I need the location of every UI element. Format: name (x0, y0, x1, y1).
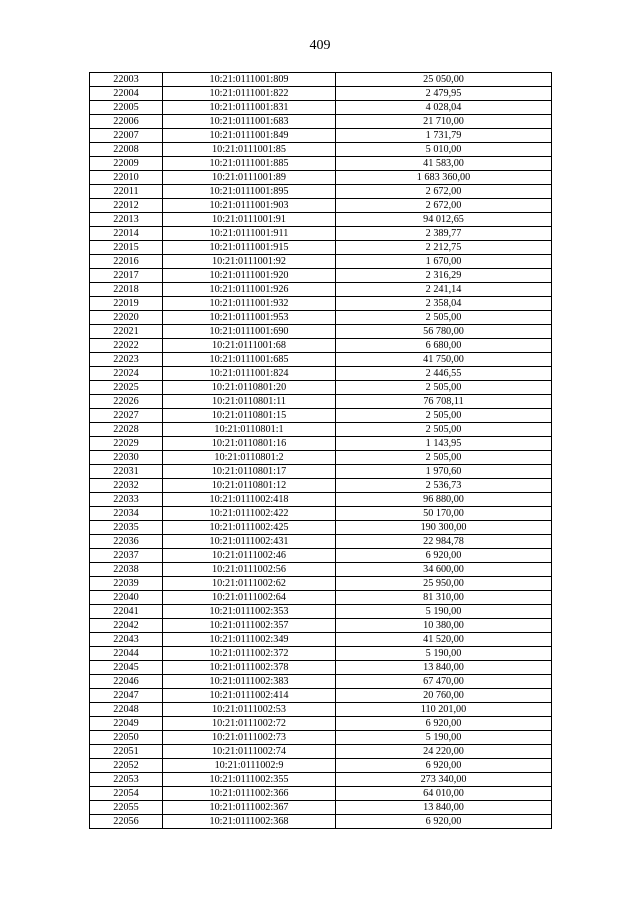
cadastral-number-cell: 10:21:0111002:372 (163, 647, 336, 661)
cadastral-number-cell: 10:21:0111001:685 (163, 353, 336, 367)
row-number-cell: 22029 (90, 437, 163, 451)
value-cell: 5 190,00 (336, 731, 552, 745)
value-cell: 22 984,78 (336, 535, 552, 549)
cadastral-number-cell: 10:21:0111001:824 (163, 367, 336, 381)
cadastral-number-cell: 10:21:0111001:690 (163, 325, 336, 339)
value-cell: 10 380,00 (336, 619, 552, 633)
cadastral-number-cell: 10:21:0111001:932 (163, 297, 336, 311)
table-row (90, 549, 552, 563)
value-cell: 13 840,00 (336, 801, 552, 815)
value-cell: 2 536,73 (336, 479, 552, 493)
cadastral-number-cell: 10:21:0111002:73 (163, 731, 336, 745)
value-cell: 25 050,00 (336, 73, 552, 87)
cadastral-number-cell: 10:21:0111002:422 (163, 507, 336, 521)
value-cell: 64 010,00 (336, 787, 552, 801)
cadastral-number-cell: 10:21:0111002:355 (163, 773, 336, 787)
cadastral-number-cell: 10:21:0110801:15 (163, 409, 336, 423)
cadastral-number-cell: 10:21:0111002:414 (163, 689, 336, 703)
table-row (90, 507, 552, 521)
value-cell: 94 012,65 (336, 213, 552, 227)
row-number-cell: 22018 (90, 283, 163, 297)
table-row (90, 115, 552, 129)
value-cell: 6 920,00 (336, 717, 552, 731)
table-row (90, 283, 552, 297)
table-row (90, 563, 552, 577)
table-row (90, 213, 552, 227)
table-row (90, 801, 552, 815)
table-row (90, 199, 552, 213)
value-cell: 2 358,04 (336, 297, 552, 311)
value-cell: 2 505,00 (336, 451, 552, 465)
cadastral-number-cell: 10:21:0111002:366 (163, 787, 336, 801)
value-cell: 81 310,00 (336, 591, 552, 605)
value-cell: 24 220,00 (336, 745, 552, 759)
row-number-cell: 22035 (90, 521, 163, 535)
row-number-cell: 22040 (90, 591, 163, 605)
row-number-cell: 22027 (90, 409, 163, 423)
cadastral-number-cell: 10:21:0111002:357 (163, 619, 336, 633)
row-number-cell: 22009 (90, 157, 163, 171)
row-number-cell: 22050 (90, 731, 163, 745)
cadastral-number-cell: 10:21:0111001:953 (163, 311, 336, 325)
table-row (90, 535, 552, 549)
row-number-cell: 22005 (90, 101, 163, 115)
row-number-cell: 22014 (90, 227, 163, 241)
value-cell: 50 170,00 (336, 507, 552, 521)
table-row (90, 577, 552, 591)
value-cell: 5 190,00 (336, 605, 552, 619)
table-row (90, 157, 552, 171)
value-cell: 2 505,00 (336, 409, 552, 423)
row-number-cell: 22011 (90, 185, 163, 199)
value-cell: 20 760,00 (336, 689, 552, 703)
value-cell: 21 710,00 (336, 115, 552, 129)
row-number-cell: 22031 (90, 465, 163, 479)
cadastral-number-cell: 10:21:0111002:431 (163, 535, 336, 549)
row-number-cell: 22030 (90, 451, 163, 465)
table-row (90, 689, 552, 703)
table-row (90, 185, 552, 199)
row-number-cell: 22046 (90, 675, 163, 689)
table-row (90, 227, 552, 241)
value-cell: 41 520,00 (336, 633, 552, 647)
cadastral-number-cell: 10:21:0111001:849 (163, 129, 336, 143)
value-cell: 34 600,00 (336, 563, 552, 577)
cadastral-number-cell: 10:21:0111001:683 (163, 115, 336, 129)
row-number-cell: 22016 (90, 255, 163, 269)
table-row (90, 73, 552, 87)
value-cell: 96 880,00 (336, 493, 552, 507)
table-row (90, 745, 552, 759)
value-cell: 41 750,00 (336, 353, 552, 367)
value-cell: 25 950,00 (336, 577, 552, 591)
table-row (90, 437, 552, 451)
cadastral-number-cell: 10:21:0111001:831 (163, 101, 336, 115)
table-row (90, 381, 552, 395)
row-number-cell: 22033 (90, 493, 163, 507)
row-number-cell: 22043 (90, 633, 163, 647)
cadastral-number-cell: 10:21:0111001:920 (163, 269, 336, 283)
table-row (90, 605, 552, 619)
table-row (90, 255, 552, 269)
table-row (90, 479, 552, 493)
row-number-cell: 22032 (90, 479, 163, 493)
value-cell: 56 780,00 (336, 325, 552, 339)
table-row (90, 395, 552, 409)
value-cell: 2 446,55 (336, 367, 552, 381)
row-number-cell: 22044 (90, 647, 163, 661)
table-row (90, 269, 552, 283)
value-cell: 110 201,00 (336, 703, 552, 717)
row-number-cell: 22056 (90, 815, 163, 829)
row-number-cell: 22021 (90, 325, 163, 339)
value-cell: 1 683 360,00 (336, 171, 552, 185)
value-cell: 4 028,04 (336, 101, 552, 115)
cadastral-number-cell: 10:21:0111002:349 (163, 633, 336, 647)
cadastral-number-cell: 10:21:0111002:64 (163, 591, 336, 605)
value-cell: 13 840,00 (336, 661, 552, 675)
row-number-cell: 22041 (90, 605, 163, 619)
value-cell: 6 920,00 (336, 815, 552, 829)
value-cell: 2 672,00 (336, 199, 552, 213)
table-row (90, 423, 552, 437)
cadastral-number-cell: 10:21:0111001:85 (163, 143, 336, 157)
cadastral-number-cell: 10:21:0111002:368 (163, 815, 336, 829)
cadastral-number-cell: 10:21:0111001:885 (163, 157, 336, 171)
table-row (90, 339, 552, 353)
cadastral-number-cell: 10:21:0111002:378 (163, 661, 336, 675)
value-cell: 6 920,00 (336, 759, 552, 773)
table-row (90, 143, 552, 157)
cadastral-registry-table (89, 72, 552, 829)
table-body (90, 73, 552, 829)
row-number-cell: 22019 (90, 297, 163, 311)
row-number-cell: 22017 (90, 269, 163, 283)
cadastral-number-cell: 10:21:0111002:383 (163, 675, 336, 689)
cadastral-number-cell: 10:21:0110801:11 (163, 395, 336, 409)
page-number: 409 (309, 38, 331, 53)
value-cell: 6 920,00 (336, 549, 552, 563)
cadastral-number-cell: 10:21:0111002:418 (163, 493, 336, 507)
row-number-cell: 22052 (90, 759, 163, 773)
table-row (90, 815, 552, 829)
table-row (90, 661, 552, 675)
cadastral-number-cell: 10:21:0110801:12 (163, 479, 336, 493)
row-number-cell: 22036 (90, 535, 163, 549)
table-row (90, 787, 552, 801)
table-row (90, 521, 552, 535)
row-number-cell: 22051 (90, 745, 163, 759)
value-cell: 5 190,00 (336, 647, 552, 661)
table-row (90, 297, 552, 311)
table-row (90, 241, 552, 255)
cadastral-number-cell: 10:21:0111002:53 (163, 703, 336, 717)
value-cell: 1 143,95 (336, 437, 552, 451)
table-row (90, 619, 552, 633)
value-cell: 2 505,00 (336, 381, 552, 395)
cadastral-number-cell: 10:21:0111001:68 (163, 339, 336, 353)
cadastral-number-cell: 10:21:0111001:926 (163, 283, 336, 297)
cadastral-number-cell: 10:21:0110801:17 (163, 465, 336, 479)
cadastral-number-cell: 10:21:0111002:9 (163, 759, 336, 773)
value-cell: 2 479,95 (336, 87, 552, 101)
cadastral-number-cell: 10:21:0111001:92 (163, 255, 336, 269)
cadastral-number-cell: 10:21:0111001:89 (163, 171, 336, 185)
row-number-cell: 22003 (90, 73, 163, 87)
table-row (90, 493, 552, 507)
cadastral-number-cell: 10:21:0111001:895 (163, 185, 336, 199)
row-number-cell: 22013 (90, 213, 163, 227)
table-row (90, 633, 552, 647)
row-number-cell: 22025 (90, 381, 163, 395)
table-row (90, 87, 552, 101)
value-cell: 1 970,60 (336, 465, 552, 479)
value-cell: 2 389,77 (336, 227, 552, 241)
value-cell: 76 708,11 (336, 395, 552, 409)
value-cell: 2 212,75 (336, 241, 552, 255)
table-row (90, 647, 552, 661)
table-row (90, 591, 552, 605)
value-cell: 1 731,79 (336, 129, 552, 143)
table-row (90, 731, 552, 745)
cadastral-number-cell: 10:21:0110801:16 (163, 437, 336, 451)
cadastral-number-cell: 10:21:0111002:72 (163, 717, 336, 731)
table-row (90, 759, 552, 773)
cadastral-number-cell: 10:21:0111002:46 (163, 549, 336, 563)
cadastral-number-cell: 10:21:0111001:809 (163, 73, 336, 87)
table-row (90, 311, 552, 325)
row-number-cell: 22023 (90, 353, 163, 367)
cadastral-number-cell: 10:21:0110801:2 (163, 451, 336, 465)
cadastral-number-cell: 10:21:0111002:367 (163, 801, 336, 815)
row-number-cell: 22042 (90, 619, 163, 633)
table-row (90, 409, 552, 423)
cadastral-number-cell: 10:21:0111001:915 (163, 241, 336, 255)
cadastral-number-cell: 10:21:0110801:1 (163, 423, 336, 437)
table-row (90, 353, 552, 367)
row-number-cell: 22054 (90, 787, 163, 801)
row-number-cell: 22045 (90, 661, 163, 675)
row-number-cell: 22020 (90, 311, 163, 325)
row-number-cell: 22039 (90, 577, 163, 591)
row-number-cell: 22010 (90, 171, 163, 185)
table-row (90, 171, 552, 185)
row-number-cell: 22037 (90, 549, 163, 563)
table-row (90, 101, 552, 115)
row-number-cell: 22012 (90, 199, 163, 213)
value-cell: 2 672,00 (336, 185, 552, 199)
row-number-cell: 22047 (90, 689, 163, 703)
table-row (90, 465, 552, 479)
value-cell: 2 316,29 (336, 269, 552, 283)
row-number-cell: 22055 (90, 801, 163, 815)
cadastral-number-cell: 10:21:0111001:822 (163, 87, 336, 101)
row-number-cell: 22026 (90, 395, 163, 409)
table-row (90, 129, 552, 143)
table-row (90, 367, 552, 381)
row-number-cell: 22028 (90, 423, 163, 437)
value-cell: 1 670,00 (336, 255, 552, 269)
value-cell: 273 340,00 (336, 773, 552, 787)
row-number-cell: 22006 (90, 115, 163, 129)
cadastral-number-cell: 10:21:0111002:74 (163, 745, 336, 759)
value-cell: 5 010,00 (336, 143, 552, 157)
cadastral-number-cell: 10:21:0111002:425 (163, 521, 336, 535)
table-row (90, 773, 552, 787)
value-cell: 2 505,00 (336, 311, 552, 325)
row-number-cell: 22053 (90, 773, 163, 787)
cadastral-number-cell: 10:21:0111002:56 (163, 563, 336, 577)
row-number-cell: 22048 (90, 703, 163, 717)
row-number-cell: 22038 (90, 563, 163, 577)
row-number-cell: 22008 (90, 143, 163, 157)
cadastral-number-cell: 10:21:0111001:91 (163, 213, 336, 227)
table-row (90, 325, 552, 339)
row-number-cell: 22007 (90, 129, 163, 143)
row-number-cell: 22034 (90, 507, 163, 521)
value-cell: 41 583,00 (336, 157, 552, 171)
row-number-cell: 22049 (90, 717, 163, 731)
row-number-cell: 22024 (90, 367, 163, 381)
value-cell: 190 300,00 (336, 521, 552, 535)
value-cell: 2 241,14 (336, 283, 552, 297)
table-row (90, 703, 552, 717)
table-row (90, 451, 552, 465)
cadastral-number-cell: 10:21:0111001:903 (163, 199, 336, 213)
row-number-cell: 22004 (90, 87, 163, 101)
cadastral-number-cell: 10:21:0111001:911 (163, 227, 336, 241)
row-number-cell: 22022 (90, 339, 163, 353)
row-number-cell: 22015 (90, 241, 163, 255)
table-row (90, 717, 552, 731)
cadastral-number-cell: 10:21:0111002:353 (163, 605, 336, 619)
value-cell: 6 680,00 (336, 339, 552, 353)
value-cell: 2 505,00 (336, 423, 552, 437)
table-row (90, 675, 552, 689)
value-cell: 67 470,00 (336, 675, 552, 689)
cadastral-number-cell: 10:21:0111002:62 (163, 577, 336, 591)
cadastral-number-cell: 10:21:0110801:20 (163, 381, 336, 395)
